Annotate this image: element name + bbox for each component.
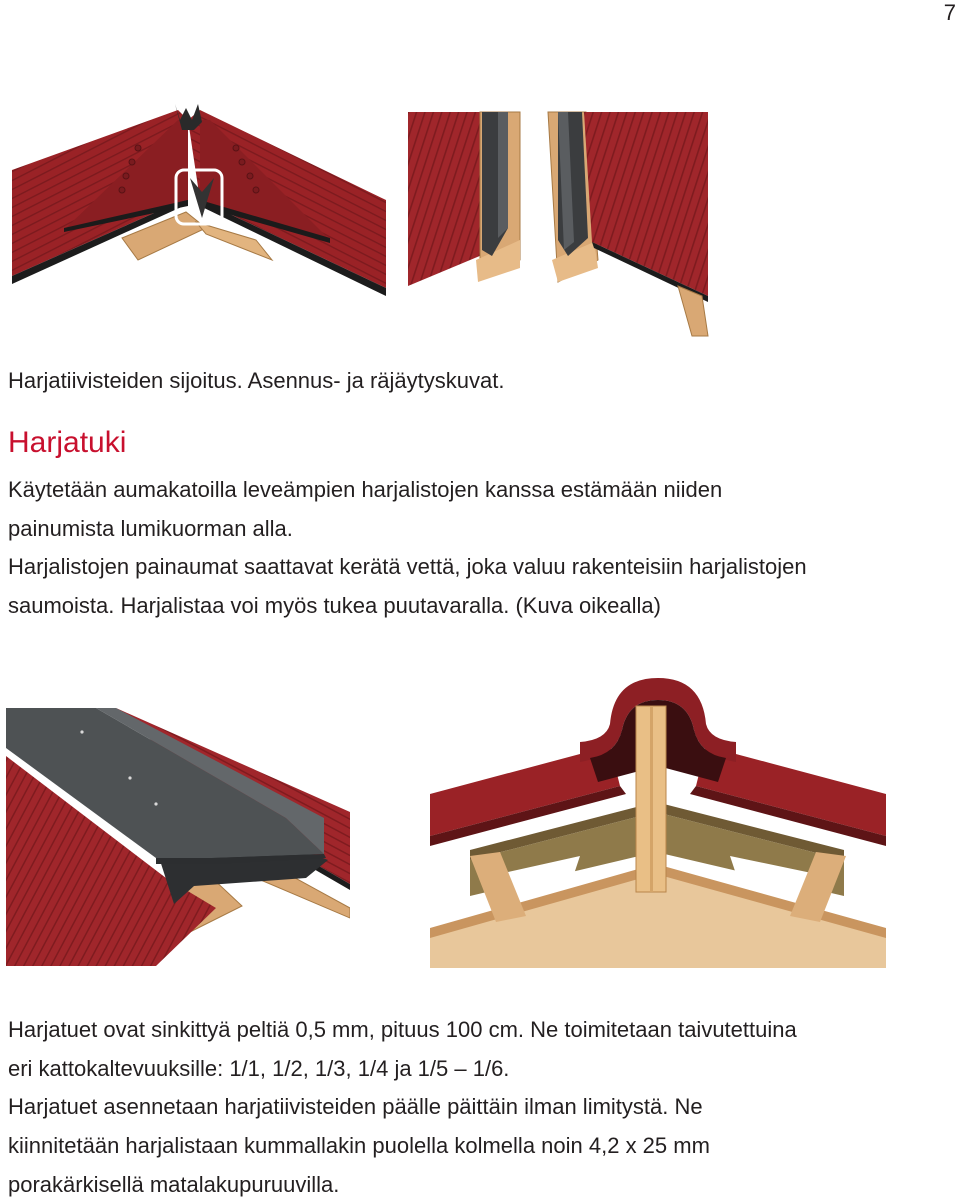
ridge-seal-exploded-illustration — [408, 110, 710, 338]
text-line: Harjalistojen painaumat saattavat kerätä vettä, joka valuu rakenteisiin harjalistojen — [8, 554, 807, 579]
figure-caption: Harjatiivisteiden sijoitus. Asennus- ja räjäytyskuvat. — [8, 368, 505, 393]
text-line: saumoista. Harjalistaa voi myös tukea puutavaralla. (Kuva oikealla) — [8, 593, 661, 618]
ridge-support-illustration — [6, 708, 350, 968]
section-heading: Harjatuki — [8, 426, 127, 459]
intro-paragraph — [8, 470, 948, 548]
text-line: Harjatuet ovat sinkittyä peltiä 0,5 mm, pituus 100 cm. Ne toimitetaan taivutettuina — [8, 1017, 797, 1042]
text-line: Harjatuet asennetaan harjatiivisteiden päälle päittäin ilman limitystä. Ne — [8, 1094, 703, 1119]
text-line: porakärkisellä matalakupuruuvilla. — [8, 1172, 340, 1197]
spec-paragraph — [8, 1010, 948, 1088]
page-number: 7 — [943, 0, 956, 25]
detail-paragraph — [8, 547, 948, 625]
ridge-seal-assembly-illustration — [10, 100, 388, 298]
install-paragraph — [8, 1087, 948, 1204]
text-line: Käytetään aumakatoilla leveämpien harjalistojen kanssa estämään niiden — [8, 477, 723, 502]
text-line: painumista lumikuorman alla. — [8, 516, 293, 541]
text-line: eri kattokaltevuuksille: 1/1, 1/2, 1/3, 1/4 ja 1/5 – 1/6. — [8, 1056, 510, 1081]
text-line: kiinnitetään harjalistaan kummallakin puolella kolmella noin 4,2 x 25 mm — [8, 1133, 710, 1158]
ridge-cross-section-illustration — [430, 676, 886, 968]
